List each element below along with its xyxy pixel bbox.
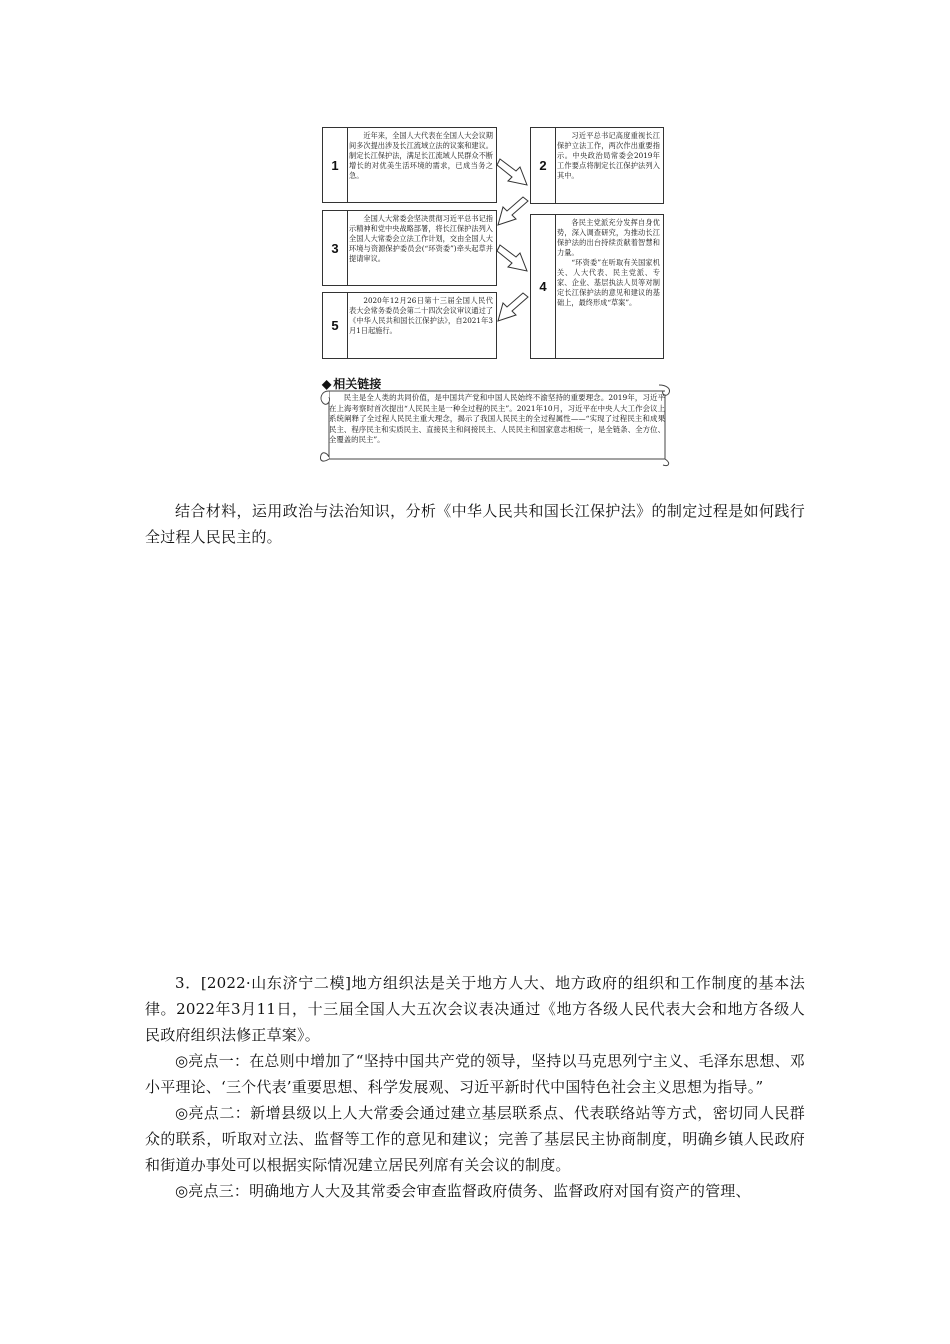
highlight-3: ◎亮点三：明确地方人大及其常委会审查监督政府债务、监督政府对国有资产的管理、 xyxy=(175,1182,751,1200)
arrow-2-to-3 xyxy=(498,197,528,225)
step-text: 全国人大常委会坚决贯彻习近平总书记指示精神和党中央战略部署，将长江保护法列入全国人大常委会立法工作计划，交由全国人大环境与资源保护委员会(“环资委”)牵头起草并提请审议。 xyxy=(349,214,493,263)
related-link-title: 相关链接 xyxy=(333,377,382,391)
step-text-a: 各民主党派充分发挥自身优势，深入调查研究，为推动长江保护法的出台持续贡献着智慧和力量。 xyxy=(557,218,660,257)
highlight-1: ◎亮点一：在总则中增加了“坚持中国共产党的领导，坚持以马克思列宁主义、毛泽东思想、邓小平理论、‘三个代表’重要思想、科学发展观、习近平新时代中国特色社会主义思想为指导。” xyxy=(145,1052,805,1096)
related-link-text xyxy=(329,393,665,446)
step-text: 2020年12月26日第十三届全国人民代表大会常务委员会第二十四次会议审议通过了《中华人民共和国长江保护法》，自2021年3月1日起施行。 xyxy=(349,296,493,335)
related-link-paragraph: 民主是全人类的共同价值，是中国共产党和中国人民始终不渝坚持的重要理念。2019年，习近平在上海考察时首次提出“人民民主是一种全过程的民主”。2021年10月，习近平在中央人大工作会议上系统阐释了全过程人民民主重大理念，揭示了我国人民民主的全过程属性——“实现了过程民主和成果民主、程序民主和实质民主、直接民主和间接民主、人民民主和国家意志相统一，是全链条、全方位、全覆盖的民主”。 xyxy=(329,393,665,445)
step-text: 近年来，全国人大代表在全国人大会议期间多次提出涉及长江流域立法的议案和建议。制定长江保护法，满足长江流域人民群众不断增长的对优美生活环境的需求，已成当务之急。 xyxy=(349,131,493,180)
flow-arrows xyxy=(322,127,672,359)
diamond-bullet-icon: ◆ xyxy=(322,376,332,391)
highlight-2: ◎亮点二：新增县级以上人大常委会通过建立基层联系点、代表联络站等方式，密切同人民群众的联系，听取对立法、监督等工作的意见和建议；完善了基层民主协商制度，明确乡镇人民政府和街道办事处可以根据实际情况建立居民列席有关会议的制度。 xyxy=(145,1104,805,1174)
step-number: 5 xyxy=(323,293,348,358)
question-prompt xyxy=(145,498,805,550)
arrow-4-to-5 xyxy=(498,293,528,321)
arrow-1-to-2 xyxy=(497,159,527,185)
step-text-b: “环资委”在听取有关国家机关、人大代表、民主党派、专家、企业、基层执法人员等对制定长江保护法的意见和建议的基础上，最终形成“草案”。 xyxy=(557,258,660,307)
flowchart xyxy=(322,127,672,359)
step-number: 2 xyxy=(531,128,556,203)
step-number: 3 xyxy=(323,211,348,285)
question-3-intro: 3．[2022·山东济宁二模]地方组织法是关于地方人大、地方政府的组织和工作制度的基本法律。2022年3月11日，十三届全国人大五次会议表决通过《地方各级人民代表大会和地方各级人民政府组织法修正草案》。 xyxy=(145,974,805,1044)
step-number: 1 xyxy=(323,128,348,202)
step-text: 习近平总书记高度重视长江保护立法工作，两次作出重要指示。中央政治局常委会2019年工作要点将制定长江保护法列入其中。 xyxy=(557,131,660,180)
question-prompt-text: 结合材料，运用政治与法治知识，分析《中华人民共和国长江保护法》的制定过程是如何践行全过程人民民主的。 xyxy=(145,502,805,546)
step-number: 4 xyxy=(531,215,556,358)
arrow-3-to-4 xyxy=(497,245,527,271)
question-3 xyxy=(145,970,805,1204)
